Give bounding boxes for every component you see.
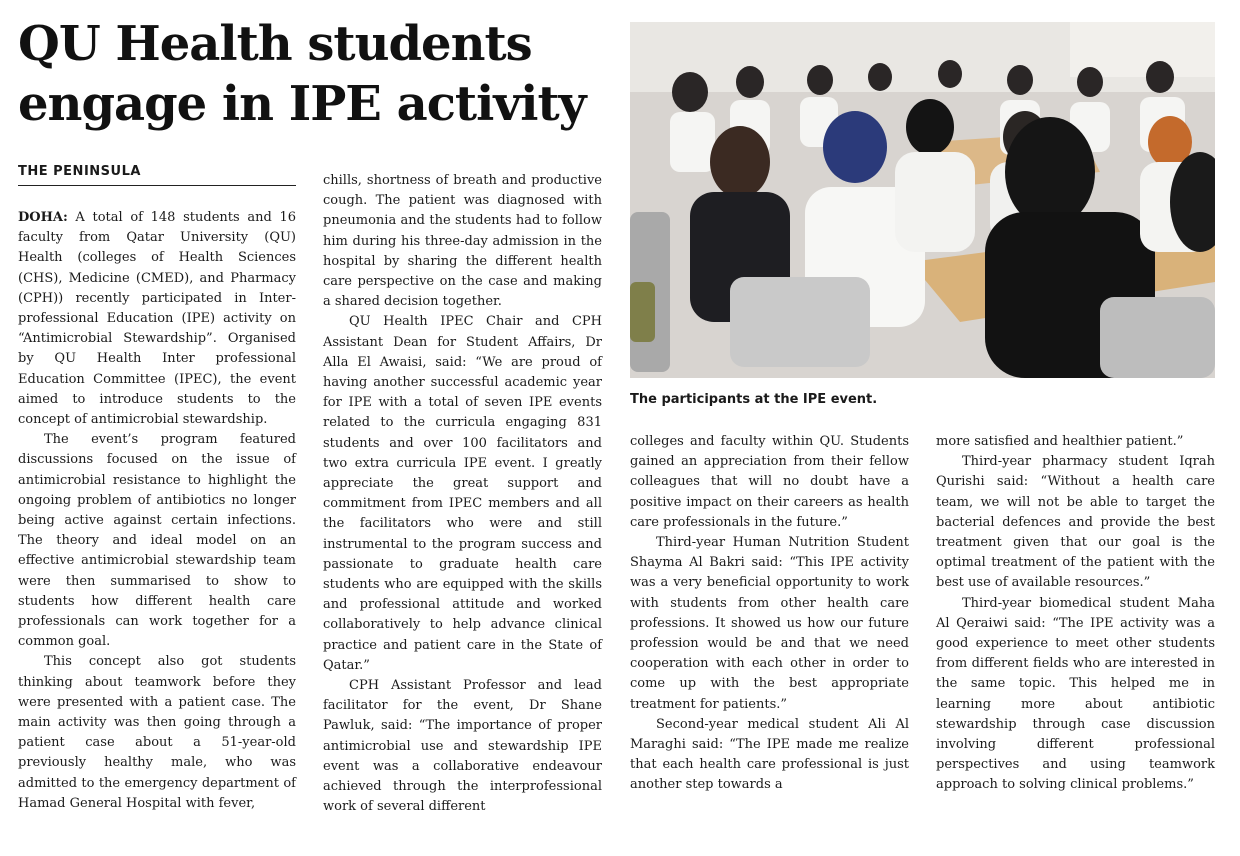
paragraph xyxy=(18,208,296,430)
paragraph: CPH Assistant Professor and lead facilitator for the event, Dr Shane Pawluk, said: “The importance of proper antimicrobial use and stewardship IPE event was a collaborative endeavour achieved through the interprofessional work of several different xyxy=(323,678,602,815)
paragraph: more satisfied and healthier patient.” xyxy=(936,434,1184,449)
article-column-2 xyxy=(323,171,602,818)
article-column-1 xyxy=(18,208,296,814)
paragraph: Second-year medical student Ali Al Maraghi said: “The IPE made me realize that each health care professional is just another step towards a xyxy=(630,716,909,793)
headline xyxy=(18,14,618,134)
paragraph-text: A total of 148 students and 16 faculty from Qatar University (QU) Health (colleges of Health Sciences (CHS), Medicine (CMED), and Pharmacy (CPH)) recently participated in Inter-professional Education (IPE) activity on “Antimicrobial Stewardship”. Organised by QU Health Inter professional Education Committee (IPEC), the event aimed to introduce students to the concept of antimicrobial stewardship. xyxy=(18,210,296,428)
paragraph: This concept also got students thinking about teamwork before they were presented with a patient case. The main activity was then going through a patient case about a 51-year-old previously healthy male, who was admitted to the emergency department of Hamad General Hospital with fever, xyxy=(18,654,296,811)
paragraph: Third-year Human Nutrition Student Shayma Al Bakri said: “This IPE activity was a very beneficial opportunity to work with students from other health care professions. It showed us how our future profession would be and that we need cooperation with each other in order to come up with the best appropriate treatment for patients.” xyxy=(630,535,909,712)
headline-line-2: engage in IPE activity xyxy=(18,76,586,132)
byline: THE PENINSULA xyxy=(18,164,296,186)
event-photo xyxy=(630,22,1215,378)
paragraph: chills, shortness of breath and productive cough. The patient was diagnosed with pneumonia and the students had to follow him during his three-day admission in the hospital by sharing the different health care perspective on the case and making a shared decision together. xyxy=(323,173,602,310)
photo-illustration xyxy=(630,22,1215,378)
headline-line-1: QU Health students xyxy=(18,16,532,72)
dateline: DOHA: xyxy=(18,210,68,225)
article-column-4 xyxy=(936,432,1215,796)
paragraph: colleges and faculty within QU. Students gained an appreciation from their fellow colleagues that will no doubt have a positive impact on their careers as health care professionals in the future.” xyxy=(630,434,909,530)
paragraph: Third-year pharmacy student Iqrah Qurishi said: “Without a health care team, we will not be able to target the bacterial defences and provide the best treatment given that our goal is the optimal treatment of the patient with the best use of available resources.” xyxy=(936,454,1215,591)
photo-caption: The participants at the IPE event. xyxy=(630,392,878,407)
paragraph: QU Health IPEC Chair and CPH Assistant Dean for Student Affairs, Dr Alla El Awaisi, said: “We are proud of having another successful academic year for IPE with a total of seven IPE events related to the curricula engaging 831 students and over 100 facilitators and two extra curricula IPE event. I greatly appreciate the great support and commitment from IPEC members and all the facilitators who were and still instrumental to the program success and passionate to graduate health care students who are equipped with the skills and professional attitude and worked collaboratively to help advance clinical practice and patient care in the State of Qatar.” xyxy=(323,314,602,673)
article-column-3 xyxy=(630,432,909,796)
paragraph: The event’s program featured discussions focused on the issue of antimicrobial resistance to highlight the ongoing problem of antibiotics no longer being active against certain infections. The theory and ideal model on an effective antimicrobial stewardship team were then summarised to show to students how different health care professionals can work together for a common goal. xyxy=(18,432,296,650)
paragraph: Third-year biomedical student Maha Al Qeraiwi said: “The IPE activity was a good experience to meet other students from different fields who are interested in the same topic. This helped me in learning more about antibiotic stewardship through case discussion involving different professional perspectives and using teamwork approach to solving clinical problems.” xyxy=(936,595,1215,793)
